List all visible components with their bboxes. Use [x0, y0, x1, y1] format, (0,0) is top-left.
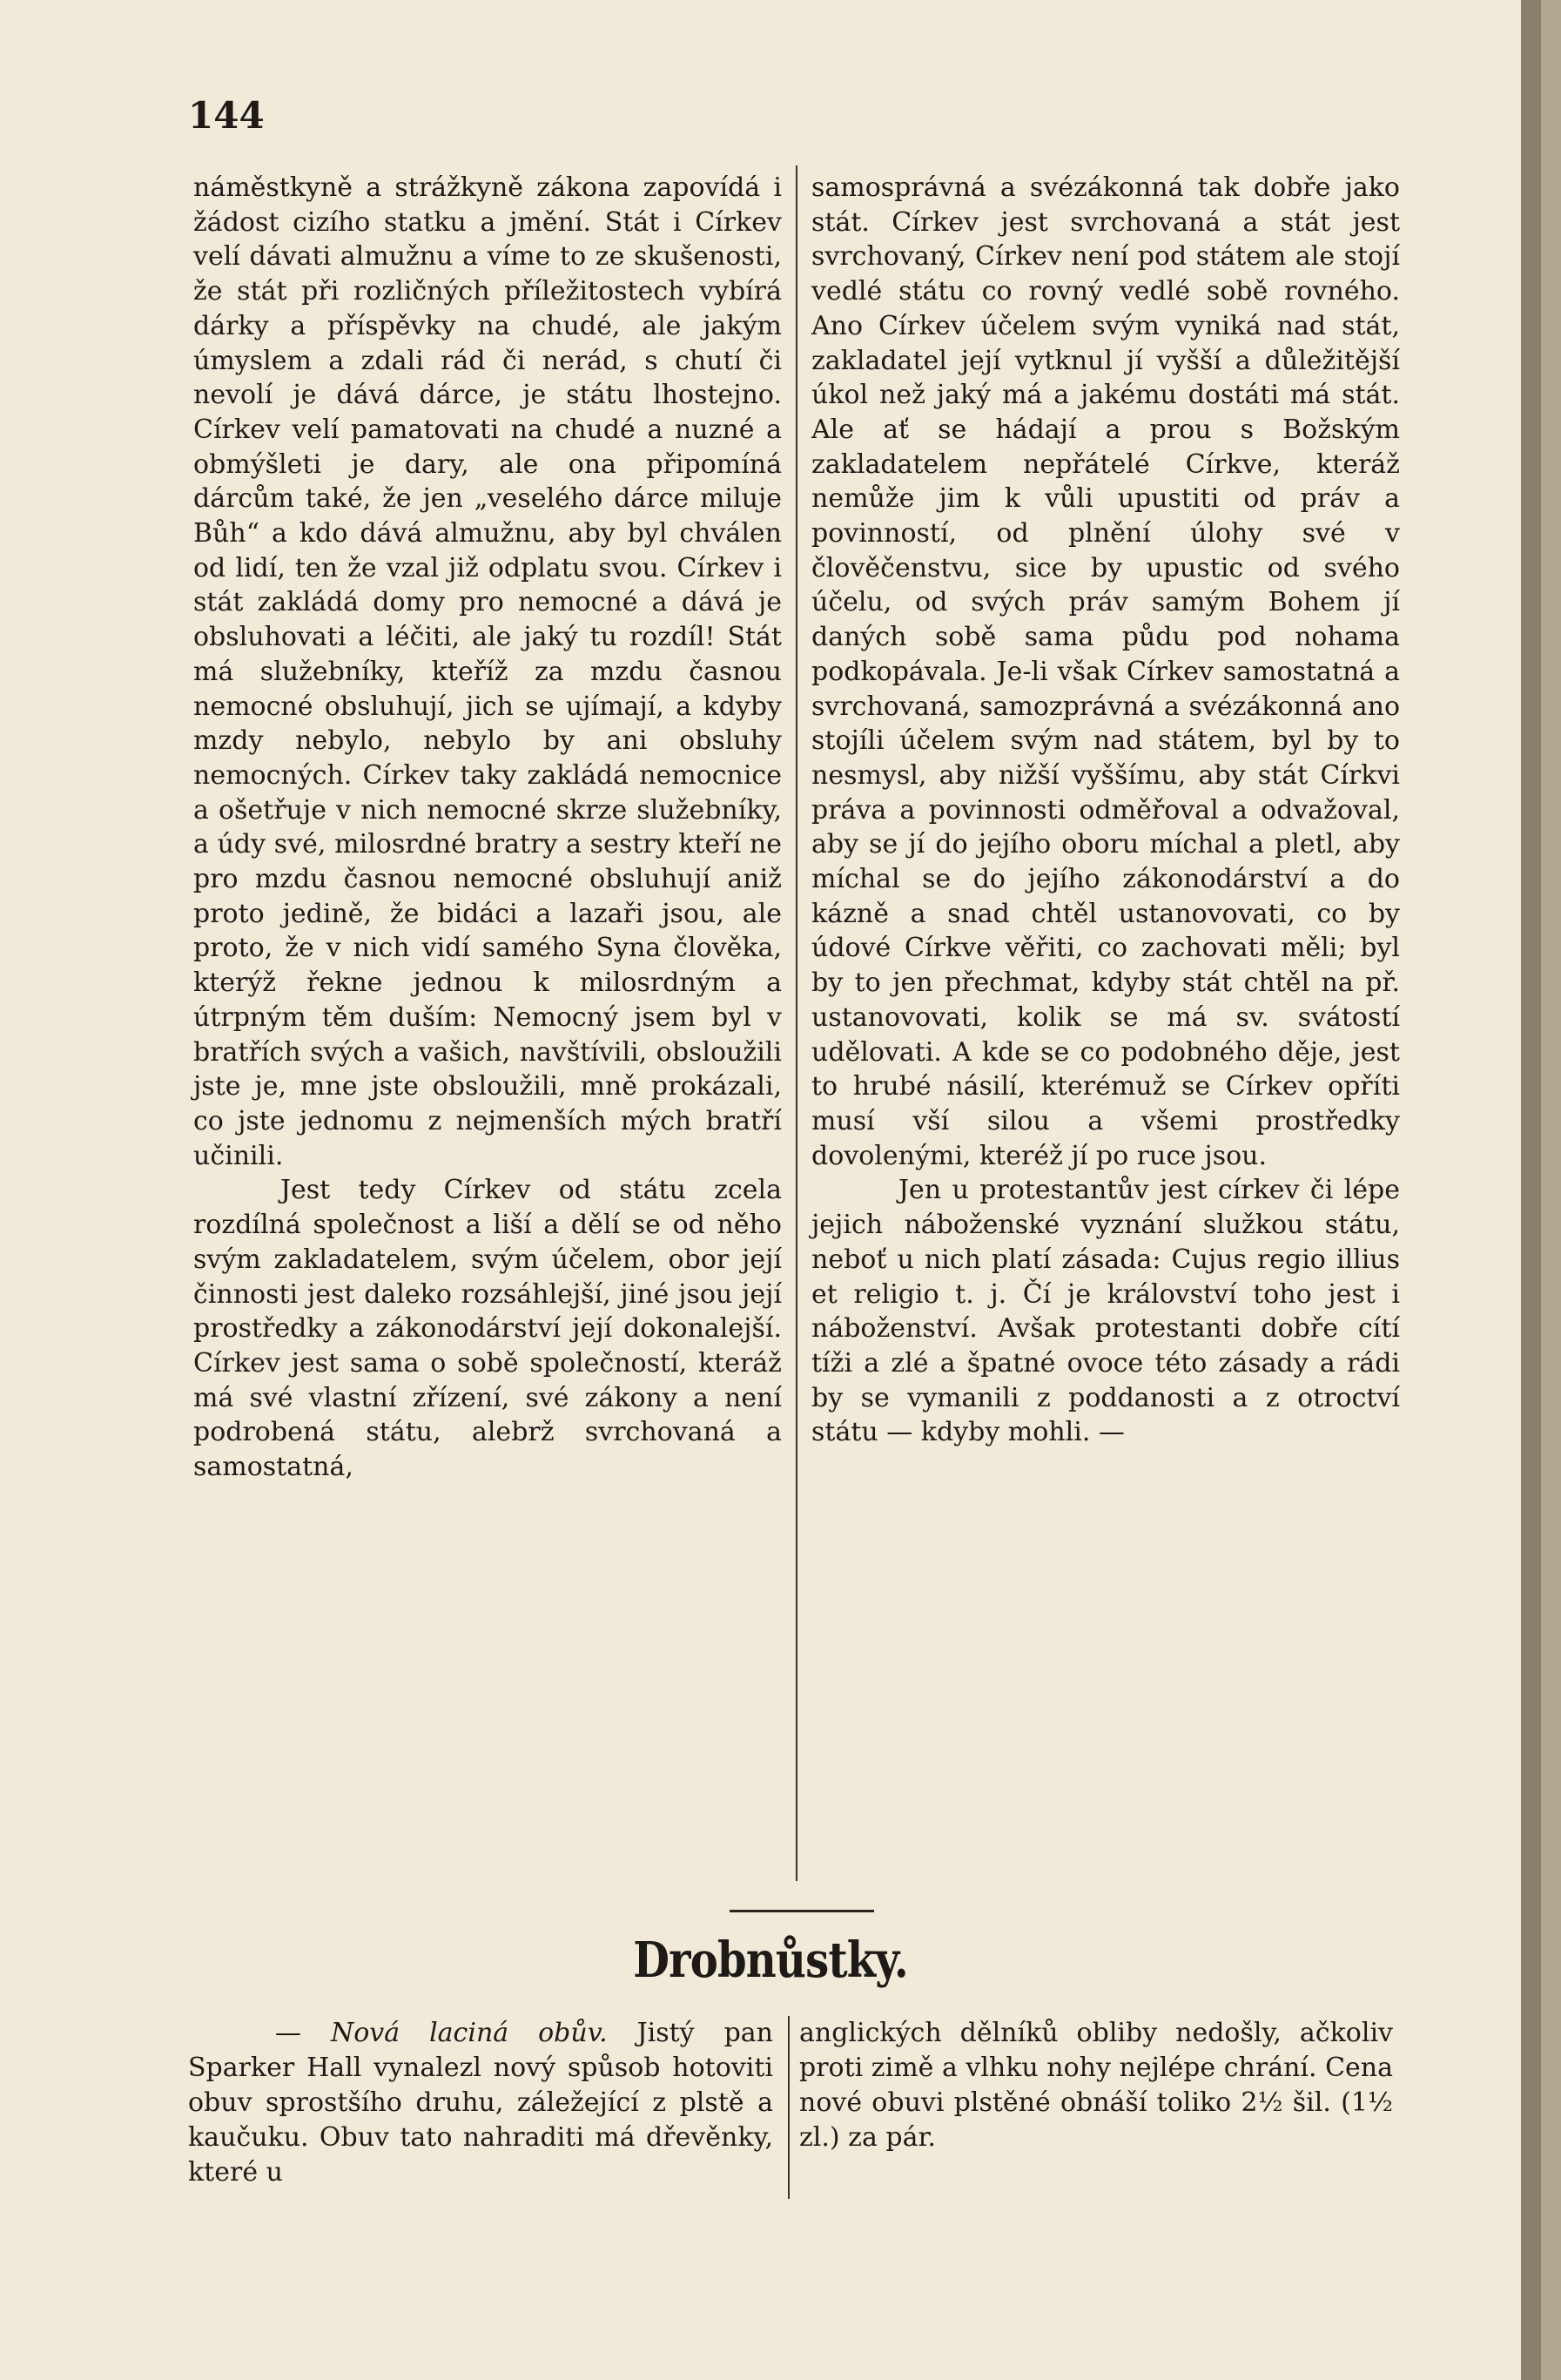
- paragraph-right-2: Jen u protestantův jest církev či lépe jejich náboženské vyznání služkou státu, neboť u nich platí zásada: Cujus regio illius et religio t. j. Čí je království toho jest i náboženství. Avšak protestanti dobře cítí tíži a zlé a špatné ovoce této zásady a rádi by se vymanili z poddanosti a z otroctví státu — kdyby mohli. —: [811, 1175, 1400, 1448]
- right-column-top: [811, 171, 1400, 1450]
- section-heading: Drobnůstky.: [633, 1932, 908, 1989]
- left-column-bottom: [188, 2016, 773, 2190]
- news-item-text-left: Jistý pan Sparker Hall vynalezl nový spůsob hotoviti obuv sprostšího druhu, záležející z plstě a kaučuku. Obuv tato nahraditi má dřevěnky, které u: [188, 2018, 773, 2188]
- column-divider-top: [796, 165, 797, 1881]
- page-number: 144: [188, 94, 265, 137]
- news-item-text-right: anglických dělníků obliby nedošly, ačkoliv proti zimě a vlhku nohy nejlépe chrání. Cena nové obuvi plstěné obnáší toliko 2½ šil. (1½ zl.) za pár.: [799, 2018, 1393, 2153]
- paragraph-left-1: náměstkyně a strážkyně zákona zapovídá i žádost cizího statku a jmění. Stát i Církev velí dávati almužnu a víme to ze skušenosti, že stát při rozličných příležitostech vybírá dárky a příspěvky na chudé, ale jakým úmyslem a zdali rád či nerád, s chutí či nevolí je dává dárce, je státu lhostejno. Církev velí pamatovati na chudé a nuzné a obmýšleti je dary, ale ona připomíná dárcům také, že jen „veselého dárce miluje Bůh“ a kdo dává almužnu, aby byl chválen od lidí, ten že vzal již odplatu svou. Církev i stát zakládá domy pro nemocné a dává je obsluhovati a léčiti, ale jaký tu rozdíl! Stát má služebníky, kteříž za mzdu časnou nemocné obsluhují, jich se ujímají, a kdyby mzdy nebylo, nebylo by ani obsluhy nemocných. Církev taky zakládá nemocnice a ošetřuje v nich nemocné skrze služebníky, a údy své, milosrdné bratry a sestry kteří ne pro mzdu časnou nemocné obsluhují aniž proto jedině, že bidáci a lazaři jsou, ale proto, že v nich vidí samého Syna člověka, kterýž řekne jednou k milosrdným a útrpným těm duším: Nemocný jsem byl v bratřích svých a vašich, navštívili, obsloužili jste je, mne jste obsloužili, mně prokázali, co jste jednomu z nejmenších mých bratří učinili.: [193, 172, 782, 1171]
- column-divider-bottom: [788, 2016, 790, 2199]
- paragraph-right-1: samosprávná a svézákonná tak dobře jako stát. Církev jest svrchovaná a stát jest svrchovaný, Církev není pod státem ale stojí vedlé státu co rovný vedlé sobě rovného. Ano Církev účelem svým vyniká nad stát, zakladatel její vytknul jí vyšší a důležitější úkol než jaký má a jakému dostáti má stát. Ale ať se hádají a prou s Božským zakladatelem nepřátelé Církve, kteráž nemůže jim k vůli upustiti od práv a povinností, od plnění úlohy své v člověčenstvu, sice by upustic od svého účelu, od svých práv samým Bohem jí daných sobě sama půdu pod nohama podkopávala. Je-li však Církev samostatná a svrchovaná, samozprávná a svézákonná ano stojíli účelem svým nad státem, byl by to nesmysl, aby nižší vyššímu, aby stát Církvi práva a povinnosti odměřoval a odvažoval, aby se jí do jejího oboru míchal a pletl, aby míchal se do jejího zákonodárství a do kázně a snad chtěl ustanovovati, co by údové Církve věřiti, co zachovati měli; byl by to jen přechmat, kdyby stát chtěl na př. ustanovovati, kolik se má sv. svátostí udělovati. A kde se co podobného děje, jest to hrubé násilí, kterémuž se Církev opříti musí vší silou a všemi prostředky dovolenými, kteréž jí po ruce jsou.: [811, 172, 1400, 1171]
- paragraph-left-2: Jest tedy Církev od státu zcela rozdílná společnost a liší a dělí se od něho svým zakladatelem, svým účelem, obor její činnosti jest daleko rozsáhlejší, jiné jsou její prostředky a zákonodárství její dokonalejší. Církev jest sama o sobě společností, kteráž má své vlastní zřízení, své zákony a není podrobená státu, alebrž svrchovaná a samostatná,: [193, 1175, 782, 1483]
- page-edge: [1521, 0, 1541, 2380]
- news-item-title: — Nová laciná obův.: [275, 2018, 608, 2048]
- left-column-top: [193, 171, 782, 1485]
- section-divider: [730, 1910, 874, 1912]
- right-column-bottom: [799, 2016, 1393, 2155]
- news-item-paragraph: [188, 2016, 773, 2190]
